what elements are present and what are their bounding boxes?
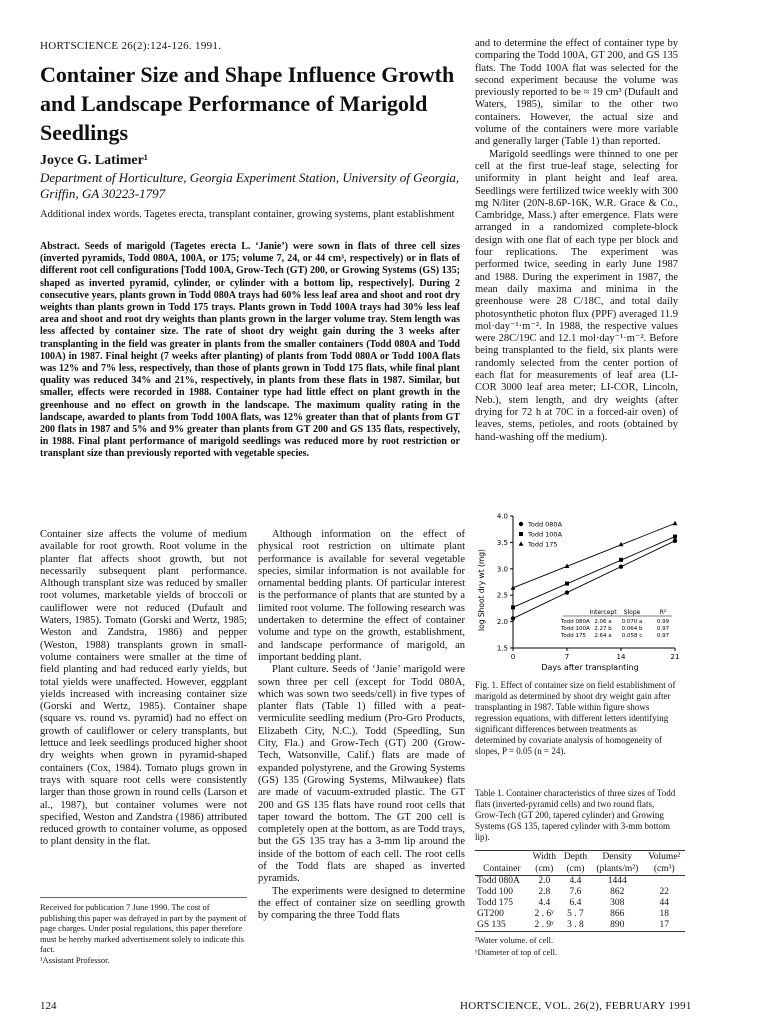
table-header-cell: Depth xyxy=(560,851,591,864)
table-cell: 7.6 xyxy=(569,887,582,897)
y-tick-label: 2.5 xyxy=(496,591,508,600)
journal-header: HORTSCIENCE 26(2):124-126. 1991. xyxy=(40,40,222,52)
y-tick-label: 3.5 xyxy=(496,538,508,547)
table-cell: Todd 100 xyxy=(477,887,514,897)
table-header-cell: (cm³) xyxy=(644,863,685,876)
table-header-cell xyxy=(475,851,529,864)
y-axis-label: log Shoot dry wt (mg) xyxy=(477,549,486,631)
table-cell: Todd 175 xyxy=(477,898,514,908)
table-header-cell: (cm) xyxy=(529,863,560,876)
data-point-square xyxy=(673,535,677,539)
footnote-assistant: ¹Assistant Professor. xyxy=(40,954,110,965)
regression-header: R² xyxy=(659,609,667,616)
legend-label: Todd 080A xyxy=(528,520,563,529)
table-cell: 2 . 6ʸ xyxy=(534,909,554,919)
intro-paragraph: Although information on the effect of physical root restriction on ultimate plant performance is available for several vegetable species, similar information is not available for ornamental bedding plants. Of particular interest is the performance of plants that are stunted by a limited root volume. The following research was undertaken to determine the effect of container volume and type on the growth, establishment, and landscape performance of marigold, an important bedding plant. xyxy=(258,529,465,663)
table-cell: 18 xyxy=(659,909,670,919)
table-cell: GS 135 xyxy=(477,920,506,930)
legend-label: Todd 175 xyxy=(528,540,558,549)
regression-header: Slope xyxy=(623,609,641,616)
figure-1-caption: Fig. 1. Effect of container size on field establishment of marigold as determined by shoot dry weight gain after transplanting in 1987. Table within figure shows regression equations, with different letters identifying significant differences between treatments as determined by covariate analysis of homogeneity of slopes, P = 0.05 (n = 24). xyxy=(475,680,676,756)
plant-culture-paragraph: Plant culture. Seeds of ‘Janie’ marigold were sown three per cell (except for Todd 080A, which was sown two seeds/cell) in five types of planter flats (Table 1) filled with a peat-vermiculite seedling medium (Pro-Gro Products, Elizabeth City, N.C.). Todd (Speedling, Sun City, Fla.) and Grow-Tech (GT) 200 (Grow-Tech, Watsonville, Calif.) flats are made of expanded polystyrene, and the Growing Systems (GS) 135 (Growing Systems, Milwaukee) flats are made of vacuum-extruded plastic. The GT 200 and GS 135 flats have round root cells that taper toward the bottom. The GT 200 cell is completely open at the bottom, as are Todd trays, but the GS 135 tray has a 3-mm lip around the inside of the bottom of each cell. The root cells of the Todd flats are shaped as inverted pyramids. xyxy=(258,664,465,885)
table-cell: 3 . 8 xyxy=(567,920,584,930)
table-header-cell: (cm) xyxy=(560,863,591,876)
abstract: Abstract. Seeds of marigold (Tagetes erecta L. ‘Janie’) were sown in flats of three cell sizes (inverted pyramids, Todd 080A, 100A, or 175; volume 7, 24, or 44 cm³, respectively) or in flats of different root cell configurations [Todd 100A, Grow-Tech (GT) 200, or Growing Systems (GS) 135; shaped as inverted pyramid, cylinder, or cylinder with a bottom lip, respectively]. During 2 consecutive years, plants grown in Todd 080A trays had 60% less leaf area and shoot and root dry weights than plants grown in Todd 175 trays. Plants grown in Todd 100A trays had 30% less leaf area and shoot and root dry weights than plants grown in the larger volume tray. Stem length was less affected by container size. The rate of shoot dry weight gain during the 3 weeks after transplanting in the field was greater in plants from the smaller containers (Todd 080A and Todd 100A) in 1987. Final height (7 weeks after planting) of plants from Todd 080A or Todd 100A flats was 12% and 7% less, respectively, than those of plants grown in Todd 175 flats, while final plant quality was reduced 34% and 21%, respectively, in plants from these flats in 1987. Similar, but smaller, effects were recorded in 1988. Container type had little effect on plant growth in the greenhouse and no effect on growth in the landscape. The maximum quality rating in the landscape, awarded to plants from Todd 100A flats, was 12% greater than that of plants from GT 200 flats in 1987 and 5% and 9% greater than plants from GT 200 and GS 135 flats, respectively, in 1988. Final plant performance of marigold seedlings was reduced more by root restriction or transplant size than previously reported with vegetable species. xyxy=(40,241,460,460)
table-cell: 1444 xyxy=(607,876,627,886)
regression-cell: Todd 080A xyxy=(561,619,590,625)
data-point-circle xyxy=(519,522,523,526)
figure-1-chart xyxy=(475,508,685,678)
table-note-volume: ²Water volume. of cell. xyxy=(475,935,554,945)
regression-cell: 0.97 xyxy=(656,633,670,639)
table-cell: Todd 080A xyxy=(477,876,520,886)
x-tick-label: 7 xyxy=(564,653,570,661)
index-words: Additional index words. Tagetes erecta, transplant container, growing systems, plant establishment xyxy=(40,209,455,220)
body-column-1: Container size affects the volume of medium available for root growth. Root volume in the planter flat affects shoot growth, but not necessarily subsequent plant performance. Although transplant size was reduced by smaller root volumes, marketable yields of broccoli or cauliflower were not reduced (Dufault and Waters, 1985). Tomato (Gorski and Wertz, 1985; Weston and Zandstra, 1986) and pepper (Weston, 1988) transplants grown in small-volume containers were smaller at the time of field planting and had reduced early yields, but total yields were unaffected. However, eggplant yields increased with increasing container size (Gorski and Wertz, 1985). Container shape (square vs. round vs. pyramid) had no effect on growth of cauliflower or celery transplants, but lettuce and leek seedlings produced higher shoot dry weights when grown in pyramid-shaped containers (Cox, 1984). Tomato plugs grown in trays with square root cells were consistently larger than those grown in round cells (Larson et al., 1987), but container volumes were not specified, Weston and Zandstra (1986) attributed reduced growth to container volume, as opposed to plant density in the flat. xyxy=(40,529,247,848)
regression-cell: 0.97 xyxy=(656,626,670,632)
table-1-notes xyxy=(475,934,678,958)
y-tick-label: 1.5 xyxy=(496,644,508,653)
table-1-caption: Table 1. Container characteristics of three sizes of Todd flats (inverted-pyramid cells) and two round flats, Grow-Tech (GT 200, tapered cylinder) and Growing Systems (GS 135, tapered cylinder with 3-mm bottom lip). xyxy=(475,788,676,842)
table-header-row-1 xyxy=(475,851,685,864)
regression-cell: 0.99 xyxy=(656,619,670,625)
table-row xyxy=(475,876,685,888)
footer-journal: HORTSCIENCE, VOL. 26(2), FEBRUARY 1991 xyxy=(460,1000,692,1012)
author-affiliation: Department of Horticulture, Georgia Experiment Station, University of Georgia, Griffin, GA 30223-1797 xyxy=(40,170,460,201)
regression-table xyxy=(560,609,672,639)
article-title: Container Size and Shape Influence Growth and Landscape Performance of Marigold Seedlings xyxy=(40,62,455,145)
table-cell: 2 . 9ʸ xyxy=(534,920,554,930)
data-point-circle xyxy=(673,539,677,543)
table-header-cell: Volume² xyxy=(644,851,685,864)
table-cell: 44 xyxy=(659,898,670,908)
table-cell: 862 xyxy=(610,887,625,897)
table-cell: 4.4 xyxy=(569,876,582,886)
data-point-square xyxy=(519,532,523,536)
table-row xyxy=(475,887,685,898)
table-cell: 890 xyxy=(610,920,625,930)
column3-paragraph-1: and to determine the effect of container type by comparing the Todd 100A, GT 200, and GS 135 flats. The Todd 100A flat was selected for the second experiment because the volume was previously reported to be ≈ 19 cm³ (Dufault and Waters, 1985), similar to the other two containers. However, the actual size and volume of the containers were more variable and generally larger (Table 1) than reported. xyxy=(475,38,678,148)
x-tick-label: 14 xyxy=(616,653,626,661)
table-cell: 2.8 xyxy=(538,887,551,897)
table-cell: 22 xyxy=(659,887,670,897)
regression-cell: 0.064 b xyxy=(621,626,643,632)
y-tick-label: 4.0 xyxy=(496,512,508,521)
chart-ticks xyxy=(497,513,680,662)
experiment-paragraph: The experiments were designed to determine the effect of container size on seedling growth by comparing the three Todd flats xyxy=(258,885,465,922)
table-row xyxy=(475,920,685,932)
y-tick-label: 2.0 xyxy=(496,618,508,627)
data-point-circle xyxy=(619,564,623,568)
table-header-row-2 xyxy=(475,863,685,876)
x-tick-label: 21 xyxy=(670,653,680,661)
data-point-square xyxy=(511,605,515,609)
table-header-cell: (plants/m²) xyxy=(591,863,644,876)
data-point-triangle xyxy=(673,521,678,525)
data-point-circle xyxy=(511,616,515,620)
regression-cell: Todd 100A xyxy=(561,626,590,632)
footnote xyxy=(40,897,247,965)
series-line xyxy=(513,541,675,619)
regression-cell: 2.64 a xyxy=(594,633,612,639)
table-note-diameter: ʸDiameter of top of cell. xyxy=(475,947,558,957)
table-1 xyxy=(475,850,685,932)
table-cell: 308 xyxy=(610,898,625,908)
regression-cell: 0.058 c xyxy=(621,633,643,639)
table-header-cell: Width xyxy=(529,851,560,864)
table-cell: GT200 xyxy=(477,909,504,919)
regression-cell: Todd 175 xyxy=(561,633,587,639)
table-header-cell: Density xyxy=(591,851,644,864)
data-point-triangle xyxy=(519,541,524,545)
table-cell: 2.0 xyxy=(538,876,551,886)
body-column-2 xyxy=(258,529,465,923)
page-number: 124 xyxy=(40,1000,57,1012)
table-header-cell: Container xyxy=(475,863,529,876)
table-cell: 17 xyxy=(659,920,670,930)
regression-cell: 0.070 a xyxy=(621,619,643,625)
regression-cell: 2.06 a xyxy=(594,619,612,625)
body-column-3 xyxy=(475,38,678,444)
data-point-square xyxy=(565,582,569,586)
column3-paragraph-2: Marigold seedlings were thinned to one per cell at the first true-leaf stage, selecting for uniformity in plant height and leaf area. Seedlings were fertilized twice weekly with 300 mg N/liter (20N-8.6P-16K, W.R. Grace & Co., Cambridge, Mass.) after emergence. Flats were arranged in a randomized complete-block design with one flat of each type per block and four replications. The experiment was performed twice, seeding in early June 1987 and 1988. During the experiment in 1987, the mean daily maxima and minima in the greenhouse were 28 C/18C, and total daily photosynthetic photon flux (PPF) averaged 11.9 mol·day⁻¹·m⁻². In 1988, the respective values were 28C/19C and 12.1 mol·day⁻¹·m⁻². Before being transplanted to the field, six plants were randomly selected from the center portion of each flat for measurements of leaf area (LI-COR 3000 leaf area meter; LI-COR, Lincoln, Neb.), stem length, and dry weights (after drying for 72 h at 70C in a forced-air oven) of leaves, stems, petioles, and roots (obtained by hand-washing off the medium). xyxy=(475,148,678,443)
footnote-received: Received for publication 7 June 1990. The cost of publishing this paper was defrayed in part by the payment of page charges. Under postal regulations, this paper therefore must be hereby marked advertisement solely to indicate this fact. xyxy=(40,902,247,954)
legend-label: Todd 100A xyxy=(528,530,563,539)
data-point-circle xyxy=(565,590,569,594)
table-row xyxy=(475,909,685,920)
table-cell xyxy=(644,876,685,888)
regression-cell: 2.27 b xyxy=(594,626,612,632)
table-cell: 6.4 xyxy=(569,898,582,908)
table-cell: 866 xyxy=(610,909,625,919)
chart-legend xyxy=(519,521,563,549)
author-name: Joyce G. Latimer¹ xyxy=(40,153,148,168)
table-cell: 5 . 7 xyxy=(567,909,584,919)
x-tick-label: 0 xyxy=(510,653,516,661)
y-tick-label: 3.0 xyxy=(496,565,508,574)
table-row xyxy=(475,898,685,909)
x-axis-label: Days after transplanting xyxy=(541,663,639,672)
table-cell: 4.4 xyxy=(538,898,551,908)
data-point-square xyxy=(619,558,623,562)
regression-header: Intercept xyxy=(589,609,617,616)
